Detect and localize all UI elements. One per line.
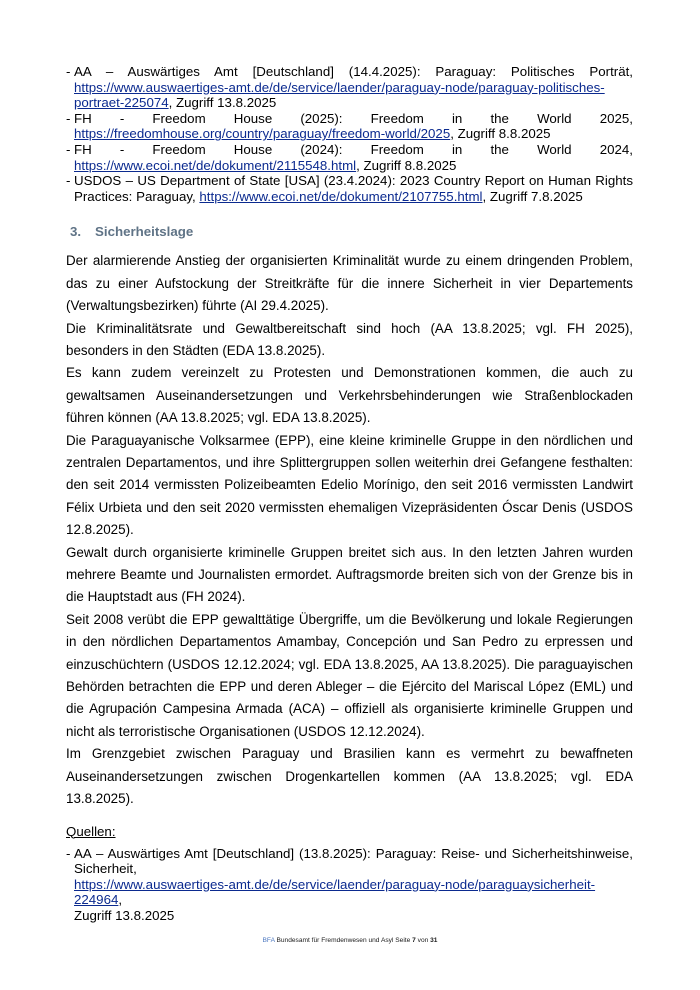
- body-paragraph: Der alarmierende Anstieg der organisierten Kriminalität wurde zu einem dringenden Problem, das zu einer Aufstockung der Streitkräfte für die innere Sicherheit in vier Departements (Verwaltungsbezirken) führte (AI 29.4.2025).: [66, 253, 633, 314]
- body-paragraph: Gewalt durch organisierte kriminelle Gruppen breitet sich aus. In den letzten Jahren wurden mehrere Beamte und Journalisten ermordet. Auftragsmorde breiten sich von der Grenze bis in die Hauptstadt aus (FH 2024).: [66, 544, 633, 605]
- body-paragraph: Seit 2008 verübt die EPP gewalttätige Übergriffe, um die Bevölkerung und lokale Regierungen in den nördlichen Departamentos Amambay, Concepción und San Pedro zu erpressen und einzuschüchtern (USDOS 12.12.2024; vgl. EDA 13.8.2025, AA 13.8.2025). Die paraguayischen Behörden betrachten die EPP und deren Ableger – die Ejército del Mariscal López (EML) und die Agrupación Campesina Armada (ACA) – offiziell als organisierte kriminelle Gruppen und nicht als terroristische Organisationen (USDOS 12.12.2024).: [66, 611, 633, 739]
- page-footer: [0, 937, 700, 944]
- body-paragraph: Die Kriminalitätsrate und Gewaltbereitschaft sind hoch (AA 13.8.2025; vgl. FH 2025), besonders in den Städten (EDA 13.8.2025).: [66, 320, 633, 358]
- source-item: [66, 173, 633, 204]
- source-item: [66, 846, 633, 924]
- document-page: [66, 64, 633, 923]
- access-date: , Zugriff 13.8.2025: [168, 95, 277, 111]
- source-text: USDOS – US Department of State [USA] (23.4.2024): 2023 Country Report on Human Rights: [74, 173, 633, 189]
- source-link[interactable]: https://www.auswaertiges-amt.de/de/service/laender/paraguay-node/paraguay-politisches-: [74, 79, 605, 95]
- source-link[interactable]: https://freedomhouse.org/country/paraguay/freedom-world/2025: [74, 126, 451, 142]
- list-dash: -: [66, 173, 71, 189]
- access-date: , Zugriff 8.8.2025: [356, 157, 457, 173]
- footer-of-word: von: [417, 937, 429, 944]
- source-link[interactable]: https://www.auswaertiges-amt.de/de/service/laender/paraguay-node/paraguaysicherheit-224964: [74, 876, 596, 908]
- source-list-bottom: [66, 846, 633, 924]
- access-date: , Zugriff 8.8.2025: [450, 126, 551, 142]
- list-dash: -: [66, 141, 71, 157]
- list-dash: -: [66, 64, 71, 79]
- link-comma: ,: [118, 892, 123, 908]
- source-item: [66, 111, 633, 142]
- source-link-line: [74, 80, 633, 96]
- footer-page-word: Seite: [395, 937, 411, 944]
- bfa-logo: BFA: [262, 937, 275, 944]
- section-number: 3.: [70, 224, 82, 240]
- source-text: AA – Auswärtiges Amt [Deutschland] (13.8.2025): Paraguay: Reise- und Sicherheitshinweise,: [74, 845, 633, 861]
- footer-org: Bundesamt für Fremdenwesen und Asyl: [276, 937, 394, 944]
- footer-page-number: 7: [412, 937, 416, 944]
- section-title: Sicherheitslage: [95, 224, 194, 240]
- source-text-continued: Sicherheit,: [74, 861, 137, 877]
- source-link[interactable]: https://www.ecoi.net/de/dokument/2107755.html: [199, 188, 483, 204]
- access-date: Zugriff 13.8.2025: [74, 907, 175, 923]
- source-text: AA – Auswärtiges Amt [Deutschland] (14.4.2025): Paraguay: Politisches Porträt,: [74, 64, 633, 79]
- source-item: [66, 64, 633, 111]
- source-text-continued: Practices: Paraguay,: [74, 188, 200, 204]
- access-date: , Zugriff 7.8.2025: [482, 188, 583, 204]
- source-link-continued[interactable]: portraet-225074: [74, 95, 169, 111]
- source-item: [66, 142, 633, 173]
- source-text: FH - Freedom House (2025): Freedom in the World 2025,: [74, 110, 633, 126]
- source-text: FH - Freedom House (2024): Freedom in the World 2024,: [74, 141, 633, 157]
- body-paragraph: Es kann zudem vereinzelt zu Protesten und Demonstrationen kommen, die auch zu gewaltsamen Auseinandersetzungen und Verkehrsbehinderungen wie Straßenblockaden führen können (AA 13.8.2025; vgl. EDA 13.8.2025).: [66, 365, 633, 426]
- list-dash: -: [66, 110, 71, 126]
- sources-label: Quellen:: [66, 823, 116, 839]
- list-dash: -: [66, 845, 71, 861]
- source-list-top: [66, 64, 633, 204]
- footer-total-pages: 31: [430, 937, 438, 944]
- source-link[interactable]: https://www.ecoi.net/de/dokument/2115548.html: [74, 157, 357, 173]
- section-heading: [70, 224, 633, 239]
- body-paragraph: Im Grenzgebiet zwischen Paraguay und Brasilien kann es vermehrt zu bewaffneten Auseinandersetzungen zwischen Drogenkartellen kommen (AA 13.8.2025; vgl. EDA 13.8.2025).: [66, 746, 633, 807]
- body-paragraph: Die Paraguayanische Volksarmee (EPP), eine kleine kriminelle Gruppe in den nördlichen und zentralen Departamentos, und ihre Splittergruppen sollen weiterhin drei Gefangene festhalten: den seit 2014 vermissten Polizeibeamten Edelio Morínigo, den seit 2016 vermissten Landwirt Félix Urbieta und den seit 2020 vermissten ehemaligen Vizepräsidenten Óscar Denis (USDOS 12.8.2025).: [66, 432, 633, 538]
